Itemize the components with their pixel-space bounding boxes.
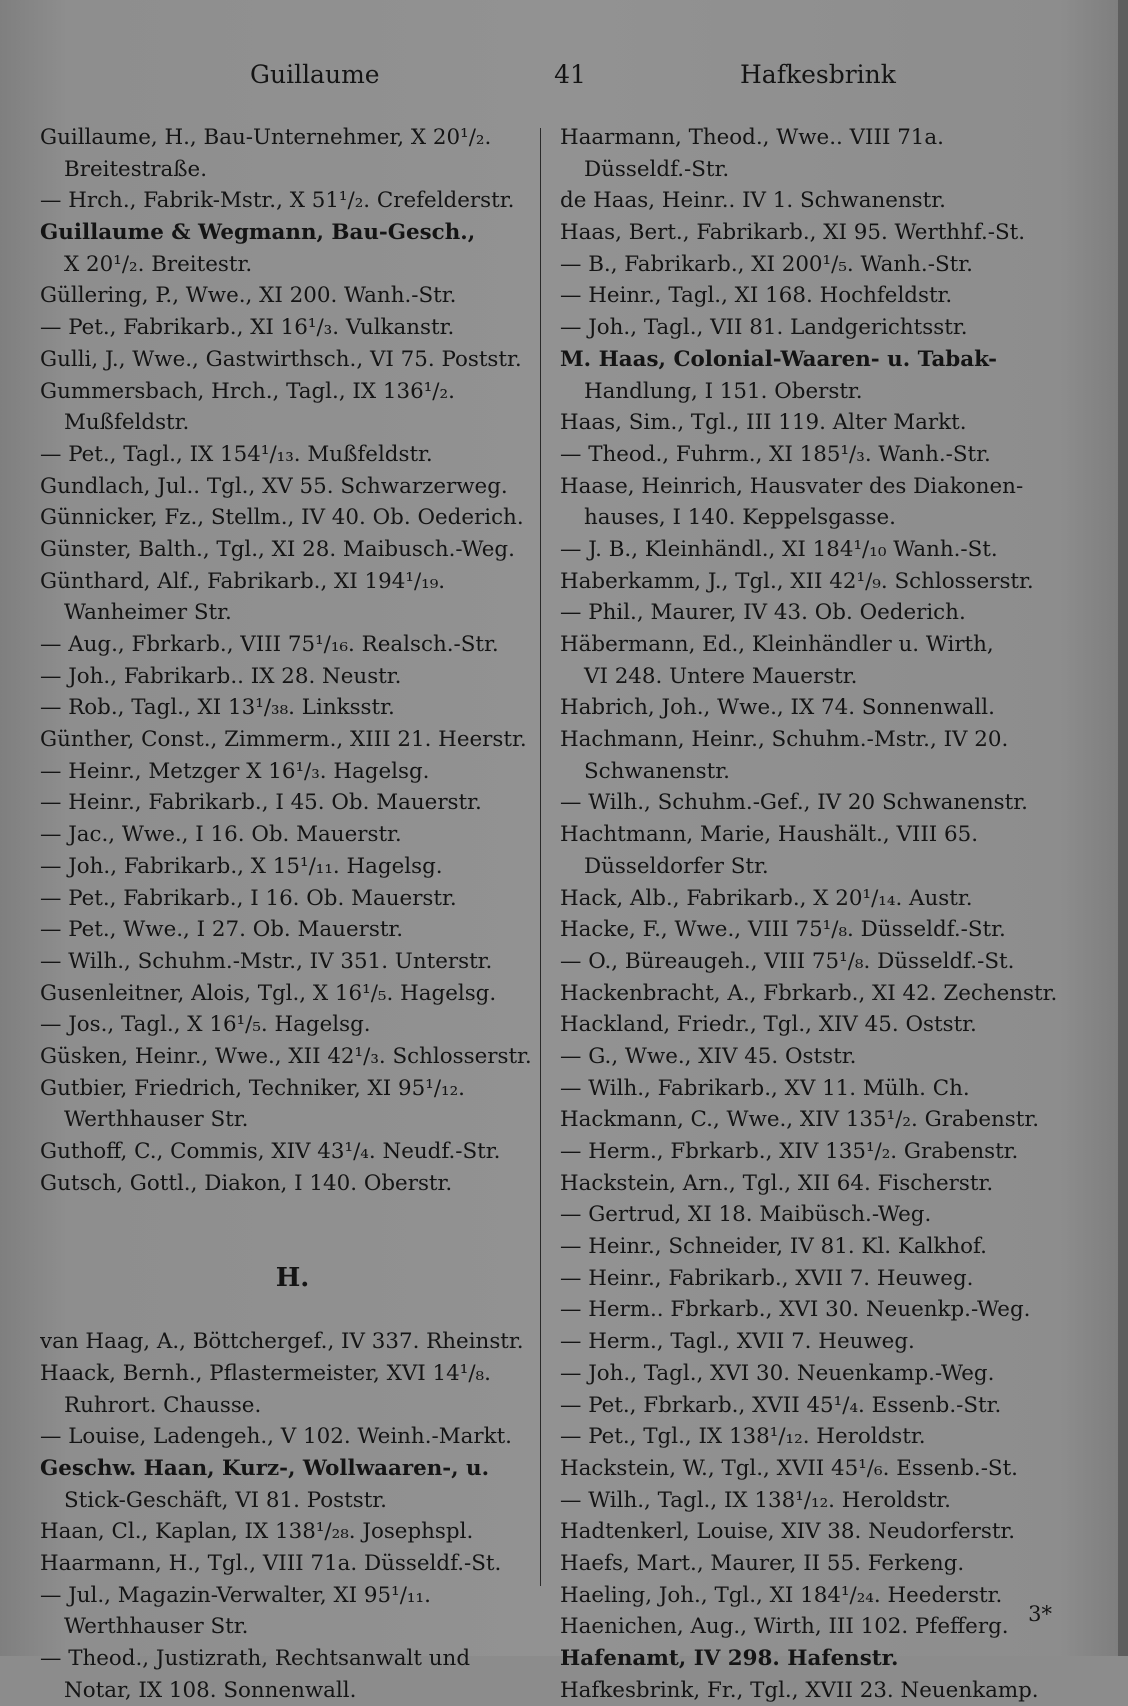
directory-entry-line: Güsken, Heinr., Wwe., XII 42¹/₃. Schlosserstr.: [40, 1043, 532, 1069]
directory-entry-line: — J. B., Kleinhändl., XI 184¹/₁₀ Wanh.-St.: [560, 536, 998, 562]
directory-entry-line: Hackenbracht, A., Fbrkarb., XI 42. Zechenstr.: [560, 980, 1058, 1006]
blank-line: [40, 1231, 545, 1263]
directory-entry-line: Haarmann, Theod., Wwe.. VIII 71a.: [560, 125, 944, 150]
directory-entry-line: — Wilh., Fabrikarb., XV 11. Mülh. Ch.: [560, 1075, 970, 1101]
directory-entry-line: — Theod., Justizrath, Rechtsanwalt und: [40, 1646, 471, 1671]
entry-continuation-line: Schwanenstr.: [584, 758, 730, 784]
directory-entry-line: Hackstein, W., Tgl., XVII 45¹/₆. Essenb.-St.: [560, 1455, 1018, 1481]
blank-line: [40, 1294, 545, 1326]
directory-entry-line: — Pet., Fabrikarb., XI 16¹/₃. Vulkanstr.: [40, 315, 455, 341]
directory-entry-line: — Phil., Maurer, IV 43. Ob. Oederich.: [560, 600, 966, 626]
directory-entry-line: — Herm.. Fbrkarb., XVI 30. Neuenkp.-Weg.: [560, 1297, 1031, 1323]
directory-entry-line: Hachmann, Heinr., Schuhm.-Mstr., IV 20.: [560, 727, 1009, 753]
page-number: 41: [554, 60, 586, 89]
directory-entry-line: — Hrch., Fabrik-Mstr., X 51¹/₂. Crefelderstr.: [40, 188, 515, 214]
directory-entry-line: Gutbier, Friedrich, Techniker, XI 95¹/₁₂.: [40, 1075, 465, 1101]
directory-entry-line: — Aug., Fbrkarb., VIII 75¹/₁₆. Realsch.-Str.: [40, 632, 499, 657]
entry-continuation-line: VI 248. Untere Mauerstr.: [584, 663, 858, 689]
directory-entry-line: — Heinr., Fabrikarb., XVII 7. Heuweg.: [560, 1265, 974, 1291]
directory-entry-line: Günnicker, Fz., Stellm., IV 40. Ob. Oederich.: [40, 505, 524, 531]
directory-entry-line: — Wilh., Schuhm.-Mstr., IV 351. Unterstr.: [40, 948, 493, 974]
directory-entry-line: Haack, Bernh., Pflastermeister, XVI 14¹/₈.: [40, 1360, 491, 1386]
directory-entry-line: Haase, Heinrich, Hausvater des Diakonen-: [560, 473, 1024, 499]
directory-entry-line: Hafenamt, IV 298. Hafenstr.: [560, 1646, 899, 1671]
directory-entry-line: Gutsch, Gottl., Diakon, I 140. Oberstr.: [40, 1170, 453, 1196]
directory-entry-line: Guillaume, H., Bau-Unternehmer, X 20¹/₂.: [40, 125, 492, 150]
directory-entry-line: — Gertrud, XI 18. Maibüsch.-Weg.: [560, 1202, 932, 1228]
blank-line: [40, 1199, 545, 1231]
directory-entry-line: — Pet., Fabrikarb., I 16. Ob. Mauerstr.: [40, 885, 457, 911]
directory-entry-line: M. Haas, Colonial-Waaren- u. Tabak-: [560, 346, 997, 372]
directory-entry-line: — B., Fabrikarb., XI 200¹/₅. Wanh.-Str.: [560, 251, 973, 277]
directory-entry-line: Geschw. Haan, Kurz-, Wollwaaren-, u.: [40, 1455, 490, 1481]
directory-entry-line: — Heinr., Metzger X 16¹/₃. Hagelsg.: [40, 758, 430, 784]
directory-entry-line: Haas, Bert., Fabrikarb., XI 95. Werthhf.-St.: [560, 220, 1026, 246]
directory-entry-line: Günthard, Alf., Fabrikarb., XI 194¹/₁₉.: [40, 568, 446, 594]
entry-continuation-line: Handlung, I 151. Oberstr.: [584, 378, 863, 404]
directory-entry-line: — Pet., Tagl., IX 154¹/₁₃. Mußfeldstr.: [40, 441, 433, 467]
left-column: [40, 122, 545, 1706]
directory-entry-line: Gummersbach, Hrch., Tagl., IX 136¹/₂.: [40, 378, 455, 404]
directory-entry-line: — Herm., Fbrkarb., XIV 135¹/₂. Grabenstr.: [560, 1139, 1019, 1164]
directory-entry-line: Haeling, Joh., Tgl., XI 184¹/₂₄. Heederstr.: [560, 1582, 1003, 1608]
signature-mark: 3*: [1028, 1602, 1052, 1626]
directory-entry-line: Hackland, Friedr., Tgl., XIV 45. Oststr.: [560, 1012, 977, 1038]
directory-entry-line: — Herm., Tagl., XVII 7. Heuweg.: [560, 1329, 915, 1355]
directory-entry-line: — Heinr., Schneider, IV 81. Kl. Kalkhof.: [560, 1234, 987, 1260]
directory-entry-line: — Wilh., Schuhm.-Gef., IV 20 Schwanenstr.: [560, 790, 1028, 816]
header-right-catchword: Hafkesbrink: [740, 60, 896, 89]
directory-entry-line: — Joh., Tagl., VII 81. Landgerichtsstr.: [560, 315, 968, 341]
directory-entry-line: — Louise, Ladengeh., V 102. Weinh.-Markt.: [40, 1424, 512, 1450]
entry-continuation-line: hauses, I 140. Keppelsgasse.: [584, 505, 896, 531]
directory-entry-line: Haas, Sim., Tgl., III 119. Alter Markt.: [560, 410, 967, 436]
directory-entry-line: — Pet., Tgl., IX 138¹/₁₂. Heroldstr.: [560, 1424, 926, 1450]
entry-continuation-line: Werthhauser Str.: [64, 1614, 249, 1640]
directory-entry-line: — G., Wwe., XIV 45. Oststr.: [560, 1043, 857, 1069]
directory-entry-line: Haarmann, H., Tgl., VIII 71a. Düsseldf.-St.: [40, 1550, 502, 1576]
page-edge-shadow: [1118, 0, 1128, 1656]
directory-entry-line: Guillaume & Wegmann, Bau-Gesch.,: [40, 220, 476, 246]
directory-entry-line: Güllering, P., Wwe., XI 200. Wanh.-Str.: [40, 283, 457, 309]
directory-entry-line: Hack, Alb., Fabrikarb., X 20¹/₁₄. Austr.: [560, 885, 973, 911]
directory-entry-line: — Heinr., Fabrikarb., I 45. Ob. Mauerstr.: [40, 790, 482, 816]
directory-entry-line: — Joh., Tagl., XVI 30. Neuenkamp.-Weg.: [560, 1360, 995, 1386]
entry-continuation-line: Wanheimer Str.: [64, 600, 232, 626]
section-letter-heading: H.: [275, 1262, 310, 1293]
directory-entry-line: — Jul., Magazin-Verwalter, XI 95¹/₁₁.: [40, 1582, 431, 1608]
directory-entry-line: — Jos., Tagl., X 16¹/₅. Hagelsg.: [40, 1012, 371, 1038]
entry-continuation-line: Breitestraße.: [64, 156, 207, 182]
directory-entry-line: — Theod., Fuhrm., XI 185¹/₃. Wanh.-Str.: [560, 441, 991, 467]
entry-continuation-line: Werthhauser Str.: [64, 1107, 249, 1133]
directory-entry-line: Hackstein, Arn., Tgl., XII 64. Fischerstr.: [560, 1170, 994, 1196]
directory-entry-line: Günster, Balth., Tgl., XI 28. Maibusch.-Weg.: [40, 536, 515, 562]
header-left-catchword: Guillaume: [250, 60, 380, 89]
entry-continuation-line: Düsseldorfer Str.: [584, 853, 769, 879]
directory-entry-line: Häbermann, Ed., Kleinhändler u. Wirth,: [560, 632, 994, 657]
directory-entry-line: Günther, Const., Zimmerm., XIII 21. Heerstr.: [40, 727, 527, 753]
directory-entry-line: Haberkamm, J., Tgl., XII 42¹/₉. Schlosserstr.: [560, 568, 1034, 594]
directory-entry-line: Hadtenkerl, Louise, XIV 38. Neudorferstr.: [560, 1519, 1016, 1545]
directory-entry-line: Habrich, Joh., Wwe., IX 74. Sonnenwall.: [560, 695, 995, 721]
entry-continuation-line: X 20¹/₂. Breitestr.: [64, 251, 253, 277]
directory-entry-line: — Joh., Fabrikarb.. IX 28. Neustr.: [40, 663, 402, 689]
directory-entry-line: Hafkesbrink, Fr., Tgl., XVII 23. Neuenkamp.: [560, 1677, 1039, 1703]
running-head: [40, 60, 1080, 90]
directory-entry-line: Haefs, Mart., Maurer, II 55. Ferkeng.: [560, 1550, 965, 1576]
directory-entry-line: Haan, Cl., Kaplan, IX 138¹/₂₈. Josephspl.: [40, 1519, 474, 1545]
directory-entry-line: — Pet., Fbrkarb., XVII 45¹/₄. Essenb.-Str.: [560, 1392, 1002, 1418]
directory-entry-line: Hacke, F., Wwe., VIII 75¹/₈. Düsseldf.-Str.: [560, 917, 1006, 943]
directory-entry-line: — O., Büreaugeh., VIII 75¹/₈. Düsseldf.-St.: [560, 948, 1015, 974]
entry-continuation-line: Mußfeldstr.: [64, 410, 190, 436]
directory-entry-line: — Pet., Wwe., I 27. Ob. Mauerstr.: [40, 917, 404, 943]
directory-entry-line: Haenichen, Aug., Wirth, III 102. Pfefferg.: [560, 1614, 1009, 1640]
directory-entry-line: — Rob., Tagl., XI 13¹/₃₈. Linksstr.: [40, 695, 395, 721]
directory-entry-line: — Jac., Wwe., I 16. Ob. Mauerstr.: [40, 822, 402, 848]
directory-entry-line: Gusenleitner, Alois, Tgl., X 16¹/₅. Hagelsg.: [40, 980, 497, 1006]
directory-entry-line: — Joh., Fabrikarb., X 15¹/₁₁. Hagelsg.: [40, 853, 443, 879]
right-column: [560, 122, 1065, 1706]
directory-entry-line: Guthoff, C., Commis, XIV 43¹/₄. Neudf.-Str.: [40, 1139, 501, 1164]
directory-entry-line: de Haas, Heinr.. IV 1. Schwanenstr.: [560, 188, 946, 214]
directory-entry-line: Hachtmann, Marie, Haushält., VIII 65.: [560, 822, 979, 848]
directory-entry-line: Gundlach, Jul.. Tgl., XV 55. Schwarzerweg.: [40, 473, 508, 499]
entry-continuation-line: Stick-Geschäft, VI 81. Poststr.: [64, 1487, 387, 1513]
entry-continuation-line: Notar, IX 108. Sonnenwall.: [64, 1677, 357, 1703]
column-divider: [540, 128, 541, 1586]
directory-entry-line: van Haag, A., Böttchergef., IV 337. Rheinstr.: [40, 1329, 524, 1355]
directory-entry-line: — Wilh., Tagl., IX 138¹/₁₂. Heroldstr.: [560, 1487, 951, 1513]
entry-continuation-line: Ruhrort. Chausse.: [64, 1392, 262, 1418]
directory-entry-line: Gulli, J., Wwe., Gastwirthsch., VI 75. Poststr.: [40, 346, 522, 372]
directory-entry-line: Hackmann, C., Wwe., XIV 135¹/₂. Grabenstr.: [560, 1107, 1040, 1133]
directory-entry-line: — Heinr., Tagl., XI 168. Hochfeldstr.: [560, 283, 953, 309]
entry-continuation-line: Düsseldf.-Str.: [584, 156, 730, 182]
